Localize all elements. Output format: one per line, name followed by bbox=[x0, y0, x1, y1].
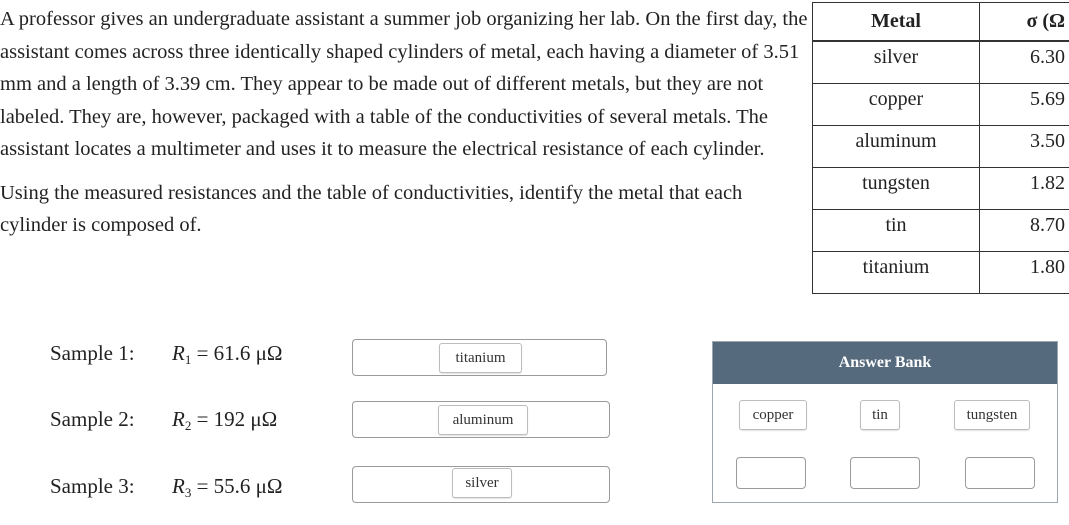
answer-bank-title: Answer Bank bbox=[713, 342, 1057, 384]
sample-1-resistance bbox=[172, 341, 283, 368]
resistance-value: = 61.6 μΩ bbox=[191, 341, 283, 365]
resistance-subscript: 1 bbox=[184, 352, 192, 367]
problem-paragraph-2: Using the measured resistances and the table of conductivities, identify the metal that each cylinder is composed of. bbox=[0, 181, 743, 236]
sample-1-label: Sample 1: bbox=[50, 341, 135, 365]
answer-chip-silver[interactable]: silver bbox=[452, 468, 512, 498]
cell-value: 8.70 bbox=[980, 210, 1069, 252]
cell-metal: copper bbox=[813, 84, 980, 126]
cell-value: 3.50 bbox=[980, 126, 1069, 168]
table-row bbox=[813, 41, 1069, 84]
sample-2-resistance bbox=[172, 407, 277, 434]
bank-empty-slot[interactable] bbox=[850, 457, 920, 489]
conductivity-table bbox=[812, 2, 1069, 294]
answer-bank bbox=[712, 341, 1058, 503]
resistance-subscript: 2 bbox=[184, 418, 192, 433]
bank-empty-slot[interactable] bbox=[965, 457, 1035, 489]
problem-text bbox=[0, 3, 808, 242]
table-row bbox=[813, 210, 1069, 252]
header-conductivity: σ (Ω bbox=[980, 3, 1069, 42]
resistance-subscript: 3 bbox=[184, 485, 192, 500]
resistance-symbol: R bbox=[172, 341, 185, 365]
answer-chip-copper[interactable]: copper bbox=[739, 400, 807, 430]
cell-value: 6.30 bbox=[980, 41, 1069, 84]
cell-metal: aluminum bbox=[813, 126, 980, 168]
cell-value: 1.82 bbox=[980, 168, 1069, 210]
problem-paragraph-1: A professor gives an undergraduate assistant a summer job organizing her lab. On the first day, the assistant comes across three identically shaped cylinders of metal, each having a diameter of 3.51 mm and a length of 3.39 cm. They appear to be made out of different metals, but they are not labeled. They are, however, packaged with a table of the conductivities of several metals. The assistant locates a multimeter and uses it to measure the electrical resistance of each cylinder. bbox=[0, 8, 808, 160]
sample-2-label: Sample 2: bbox=[50, 407, 135, 431]
header-metal: Metal bbox=[813, 3, 980, 42]
cell-value: 1.80 bbox=[980, 252, 1069, 294]
resistance-value: = 192 μΩ bbox=[191, 407, 278, 431]
cell-metal: tungsten bbox=[813, 168, 980, 210]
cell-metal: tin bbox=[813, 210, 980, 252]
answer-chip-titanium[interactable]: titanium bbox=[439, 343, 522, 373]
answer-chip-tungsten[interactable]: tungsten bbox=[954, 400, 1030, 430]
table-row bbox=[813, 126, 1069, 168]
answer-chip-tin[interactable]: tin bbox=[860, 400, 900, 430]
resistance-symbol: R bbox=[172, 407, 185, 431]
cell-metal: silver bbox=[813, 41, 980, 84]
table-row bbox=[813, 168, 1069, 210]
cell-metal: titanium bbox=[813, 252, 980, 294]
answer-chip-aluminum[interactable]: aluminum bbox=[438, 405, 528, 435]
table-header-row bbox=[813, 3, 1069, 42]
resistance-value: = 55.6 μΩ bbox=[191, 474, 283, 498]
bank-empty-slot[interactable] bbox=[736, 457, 806, 489]
sample-3-resistance bbox=[172, 474, 283, 501]
resistance-symbol: R bbox=[172, 474, 185, 498]
sample-3-label: Sample 3: bbox=[50, 474, 135, 498]
table-row bbox=[813, 84, 1069, 126]
cell-value: 5.69 bbox=[980, 84, 1069, 126]
table-row bbox=[813, 252, 1069, 294]
